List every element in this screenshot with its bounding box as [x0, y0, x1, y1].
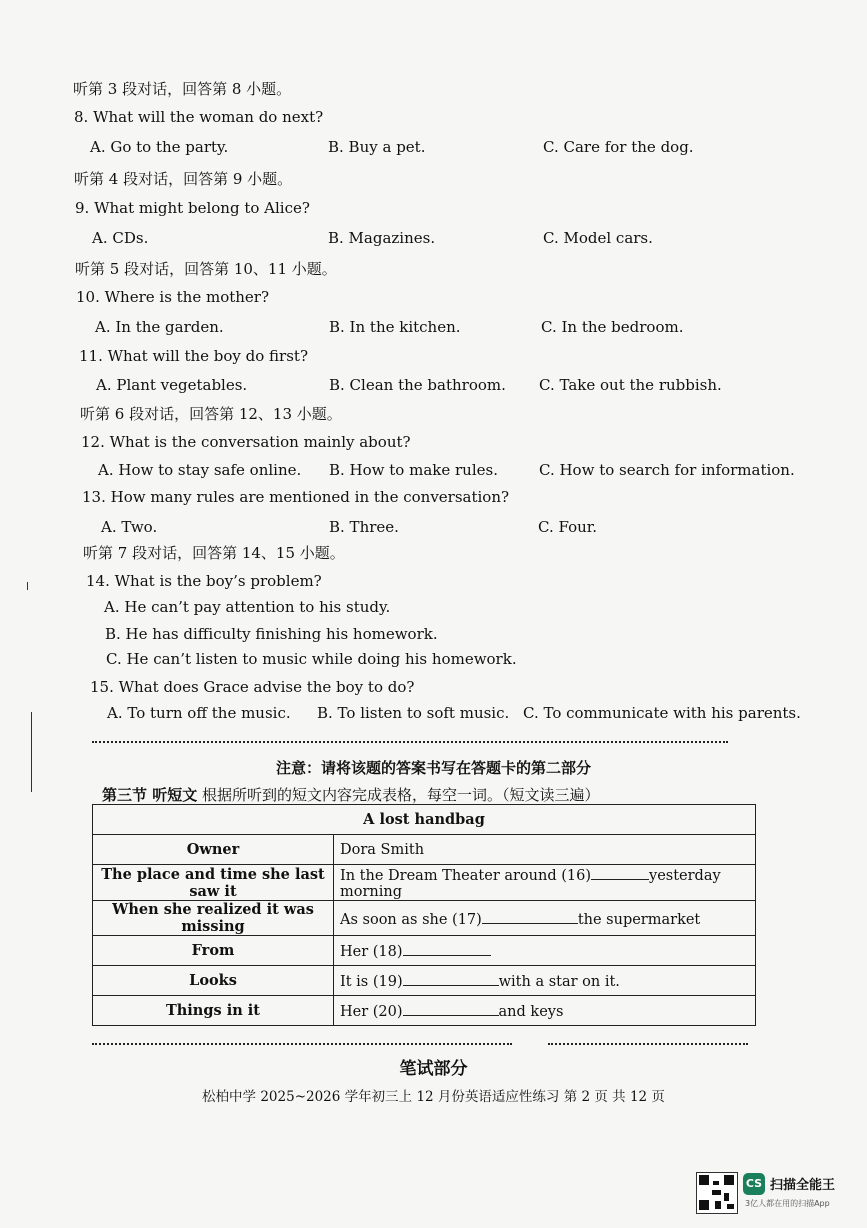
answer-option: A. Go to the party. [90, 138, 229, 156]
section-instruction: 听第 7 段对话，回答第 14、15 小题。 [83, 544, 345, 562]
answer-option: B. Clean the bathroom. [329, 376, 506, 394]
divider-dotted-right [548, 1043, 748, 1045]
divider-dotted-left [92, 1043, 512, 1045]
answer-option: C. Model cars. [543, 229, 653, 247]
answer-option: B. Three. [329, 518, 399, 536]
section-instruction: 听第 5 段对话，回答第 10、11 小题。 [75, 260, 337, 278]
row-value [334, 901, 756, 936]
section-instruction: 听第 6 段对话，回答第 12、13 小题。 [80, 405, 342, 423]
value-text-after: yesterday morning [340, 868, 721, 900]
scanner-app-name: 扫描全能王 [770, 1178, 836, 1193]
section3-heading: 第三节 听短文 [102, 786, 198, 804]
answer-option: A. How to stay safe online. [98, 461, 302, 479]
row-label: Looks [93, 966, 334, 996]
row-label: When she realized it was missing [93, 901, 334, 936]
row-value [334, 996, 756, 1026]
value-text-after: and keys [498, 1004, 564, 1020]
row-value [334, 835, 756, 865]
scanner-tagline: 3亿人都在用的扫描App [745, 1199, 830, 1208]
answer-option: C. Take out the rubbish. [539, 376, 722, 394]
answer-option: A. To turn off the music. [107, 704, 291, 722]
answer-blank[interactable] [482, 909, 578, 924]
answer-option: B. He has difficulty finishing his homework. [105, 625, 438, 643]
value-text: As soon as she (17) [340, 911, 482, 928]
answer-blank[interactable] [591, 865, 649, 880]
section3-instruction [102, 784, 600, 805]
question-stem: 10. Where is the mother? [76, 288, 270, 306]
question-stem: 11. What will the boy do first? [79, 347, 308, 365]
margin-mark [27, 582, 28, 590]
answer-option: C. In the bedroom. [541, 318, 684, 336]
answer-option: C. How to search for information. [539, 461, 795, 479]
table-row [93, 996, 756, 1026]
answer-option: B. Magazines. [328, 229, 436, 247]
question-stem: 15. What does Grace advise the boy to do? [90, 678, 415, 696]
answer-option: C. To communicate with his parents. [523, 704, 801, 722]
answer-option: A. Plant vegetables. [96, 376, 248, 394]
question-stem: 14. What is the boy’s problem? [86, 572, 322, 590]
question-stem: 8. What will the woman do next? [74, 108, 324, 126]
answer-option: B. Buy a pet. [328, 138, 426, 156]
row-value [334, 966, 756, 996]
table-row [93, 966, 756, 996]
section3-text: 根据所听到的短文内容完成表格，每空一词。（短文读三遍） [202, 786, 600, 804]
value-text: Dora Smith [340, 841, 425, 858]
row-label: Things in it [93, 996, 334, 1026]
question-stem: 9. What might belong to Alice? [75, 199, 310, 217]
answer-option: C. He can’t listen to music while doing his homework. [106, 650, 517, 668]
table-row [93, 835, 756, 865]
row-label: The place and time she last saw it [93, 865, 334, 901]
value-text-after: with a star on it. [498, 974, 620, 990]
margin-mark [31, 712, 32, 792]
answer-option: B. To listen to soft music. [317, 704, 510, 722]
table-title: A lost handbag [93, 805, 756, 835]
question-stem: 12. What is the conversation mainly about? [81, 433, 411, 451]
answer-option: C. Care for the dog. [543, 138, 694, 156]
answer-option: A. He can’t pay attention to his study. [104, 598, 391, 616]
answer-option: A. In the garden. [95, 318, 224, 336]
answer-option: A. CDs. [92, 229, 149, 247]
page-footer: 松柏中学 2025~2026 学年初三上 12 月份英语适应性练习 第 2 页 共 12 页 [202, 1089, 665, 1105]
table-row [93, 865, 756, 901]
row-label: Owner [93, 835, 334, 865]
answer-blank[interactable] [403, 941, 491, 956]
answer-option: B. How to make rules. [329, 461, 498, 479]
section-instruction: 听第 3 段对话，回答第 8 小题。 [73, 80, 292, 98]
row-value [334, 865, 756, 901]
value-text-after: the supermarket [577, 911, 701, 928]
qr-code-icon [696, 1172, 738, 1214]
answer-notice: 注意：请将该题的答案书写在答题卡的第二部分 [275, 759, 591, 777]
answer-blank[interactable] [403, 1001, 499, 1016]
row-label: From [93, 936, 334, 966]
value-text: In the Dream Theater around (16) [340, 868, 591, 884]
row-value [334, 936, 756, 966]
section-instruction: 听第 4 段对话，回答第 9 小题。 [74, 170, 293, 188]
question-stem: 13. How many rules are mentioned in the conversation? [82, 488, 510, 506]
value-text: Her (18) [340, 944, 403, 960]
answer-option: B. In the kitchen. [329, 318, 461, 336]
table-row [93, 936, 756, 966]
answer-option: C. Four. [538, 518, 598, 536]
answer-option: A. Two. [101, 518, 158, 536]
scanner-logo-icon: CS [743, 1173, 765, 1195]
value-text: It is (19) [340, 974, 403, 990]
table-row [93, 901, 756, 936]
written-part-title: 笔试部分 [399, 1059, 468, 1079]
divider-dotted [92, 741, 728, 743]
lost-handbag-table [92, 804, 756, 1026]
value-text: Her (20) [340, 1004, 403, 1020]
answer-blank[interactable] [403, 971, 499, 986]
